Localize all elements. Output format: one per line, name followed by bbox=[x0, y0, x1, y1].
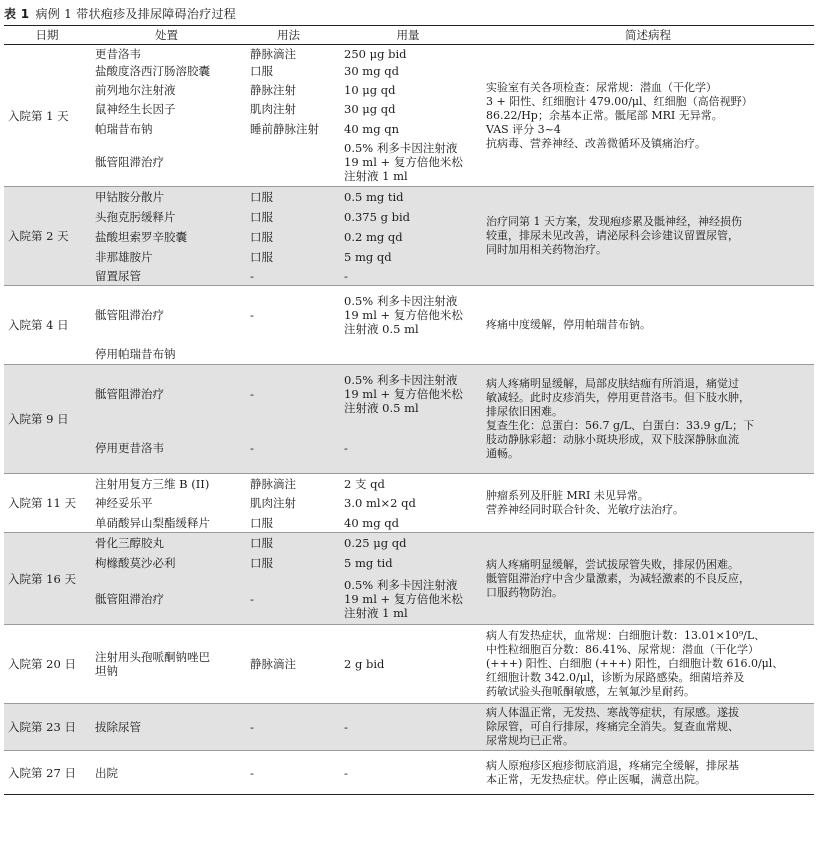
date-cell: 入院第 27 日 bbox=[8, 765, 76, 780]
usage-cell: - bbox=[250, 269, 254, 283]
treatment-items bbox=[90, 45, 482, 186]
treatment-cell: 鼠神经生长因子 bbox=[95, 102, 176, 116]
usage-cell: 口服 bbox=[250, 250, 273, 264]
date-cell: 入院第 23 日 bbox=[8, 720, 76, 734]
treatment-item bbox=[90, 99, 482, 119]
treatment-item bbox=[90, 187, 482, 207]
table-row bbox=[4, 624, 814, 703]
header-date: 日期 bbox=[35, 28, 59, 42]
treatment-item bbox=[90, 227, 482, 247]
dosage-cell: 40 mg qd bbox=[344, 515, 399, 530]
treatment-item bbox=[90, 247, 482, 267]
dosage-cell: - bbox=[344, 720, 348, 734]
dosage-cell: 2 g bid bbox=[344, 657, 385, 671]
table-caption bbox=[4, 5, 236, 22]
dosage-cell: 0.5% 利多卡因注射液 19 ml + 复方倍他米松 注射液 0.5 ml bbox=[344, 373, 463, 415]
treatment-item bbox=[90, 423, 482, 473]
dosage-cell: 40 mg qn bbox=[344, 121, 399, 136]
usage-cell: - bbox=[250, 720, 254, 734]
treatment-item bbox=[90, 45, 482, 62]
dosage-cell: 0.5% 利多卡因注射液 19 ml + 复方倍他米松 注射液 1 ml bbox=[344, 577, 463, 620]
dosage-cell: 3.0 ml×2 qd bbox=[344, 496, 416, 510]
usage-cell: - bbox=[250, 765, 254, 780]
date-cell: 入院第 2 天 bbox=[8, 229, 69, 243]
treatment-cell: 停用帕瑞昔布钠 bbox=[95, 347, 176, 361]
treatment-cell: 单硝酸异山梨酯缓释片 bbox=[95, 515, 210, 530]
treatment-items bbox=[90, 474, 482, 532]
usage-cell: 口服 bbox=[250, 64, 273, 78]
dosage-cell: 5 mg tid bbox=[344, 556, 393, 570]
treatment-items bbox=[90, 187, 482, 285]
treatment-cell: 骨化三醇胶丸 bbox=[95, 536, 164, 550]
table-row bbox=[4, 703, 814, 750]
treatment-item bbox=[90, 138, 482, 186]
table-row bbox=[4, 186, 814, 285]
treatment-cell: 骶管阻滞治疗 bbox=[95, 308, 164, 322]
treatment-item bbox=[90, 533, 482, 553]
usage-cell: 口服 bbox=[250, 515, 273, 530]
date-cell: 入院第 16 天 bbox=[8, 571, 76, 586]
dosage-cell: 0.2 mg qd bbox=[344, 230, 403, 244]
dosage-cell: - bbox=[344, 441, 348, 455]
treatment-cell: 留置尿管 bbox=[95, 269, 141, 283]
course-notes-cell: 疼痛中度缓解，停用帕瑞昔布钠。 bbox=[486, 318, 651, 331]
dosage-cell: 2 支 qd bbox=[344, 476, 385, 491]
treatment-table bbox=[4, 25, 814, 795]
dosage-cell: 0.25 μg qd bbox=[344, 536, 407, 550]
treatment-items bbox=[90, 286, 482, 364]
treatment-item bbox=[90, 62, 482, 80]
treatment-items bbox=[90, 625, 482, 703]
treatment-cell: 骶管阻滞治疗 bbox=[95, 155, 164, 169]
treatment-cell: 帕瑞昔布钠 bbox=[95, 121, 153, 136]
date-cell: 入院第 4 日 bbox=[8, 318, 69, 332]
treatment-items bbox=[90, 704, 482, 750]
table-row bbox=[4, 532, 814, 624]
usage-cell: 静脉滴注 bbox=[250, 476, 296, 491]
header-usage: 用法 bbox=[277, 28, 300, 42]
usage-cell: 肌肉注射 bbox=[250, 496, 296, 510]
treatment-item bbox=[90, 513, 482, 532]
treatment-items bbox=[90, 533, 482, 624]
treatment-items bbox=[90, 365, 482, 473]
treatment-cell: 更昔洛韦 bbox=[95, 46, 141, 61]
treatment-item bbox=[90, 344, 482, 364]
usage-cell: 静脉滴注 bbox=[250, 657, 296, 671]
treatment-cell: 非那雄胺片 bbox=[95, 250, 153, 264]
dosage-cell: 5 mg qd bbox=[344, 250, 392, 264]
treatment-cell: 甲钴胺分散片 bbox=[95, 190, 164, 204]
table-header bbox=[4, 26, 814, 45]
treatment-cell: 前列地尔注射液 bbox=[95, 82, 176, 97]
treatment-cell: 注射用头孢哌酮钠唑巴 坦钠 bbox=[95, 650, 210, 678]
date-cell: 入院第 1 天 bbox=[8, 108, 69, 123]
usage-cell: 静脉滴注 bbox=[250, 46, 296, 61]
table-row bbox=[4, 285, 814, 364]
treatment-cell: 骶管阻滞治疗 bbox=[95, 591, 164, 606]
course-notes-cell: 肿瘤系列及肝脏 MRI 未见异常。 营养神经同时联合针灸、光敏疗法治疗。 bbox=[486, 489, 684, 516]
course-notes-cell: 病人疼痛明显缓解，尝试拔尿管失败，排尿仍困难。 骶管阻滞治疗中含少量激素，为减轻激素的不良反应， 口服药物防治。 bbox=[486, 557, 750, 599]
usage-cell: 口服 bbox=[250, 556, 273, 570]
course-notes-cell: 实验室有关各项检查：尿常规：潜血（干化学） 3 + 阳性、红细胞计 479.00/μl、红细胞（高倍视野） 86.22/Hp；余基本正常。骶尾部 MRI 无异常。 VAS 评分 3~4 抗病毒、营养神经、改善微循环及镇痛治疗。 bbox=[486, 80, 753, 150]
date-cell: 入院第 20 日 bbox=[8, 657, 76, 671]
course-notes-cell: 病人疼痛明显缓解，局部皮肤结痂有所消退，痛觉过 敏减轻。此时皮疹消失，停用更昔洛韦。但下肢水肿， 排尿依旧困难。 复查生化：总蛋白：56.7 g/L、白蛋白：33.9 g/L；下 肢动静脉彩超：动脉小斑块形成，双下肢深静脉血流 通畅。 bbox=[486, 377, 755, 460]
treatment-cell: 注射用复方三维 B (II) bbox=[95, 476, 210, 491]
treatment-item bbox=[90, 573, 482, 624]
dosage-cell: 0.5% 利多卡因注射液 19 ml + 复方倍他米松 注射液 0.5 ml bbox=[344, 294, 463, 336]
course-notes-cell: 病人有发热症状，血常规：白细胞计数：13.01×10⁹/L、 中性粒细胞百分数：86.41%、尿常规：潜血（干化学） (+++) 阳性、白细胞 (+++) 阳性，白细胞计数 616.0/μl、 红细胞计数 342.0/μl，诊断为尿路感染。细菌培养及 药敏试验头孢哌酮敏感，左氧氟沙星耐药。 bbox=[486, 629, 784, 698]
usage-cell: 静脉注射 bbox=[250, 82, 296, 97]
treatment-cell: 停用更昔洛韦 bbox=[95, 441, 164, 455]
dosage-cell: 10 μg qd bbox=[344, 82, 396, 97]
treatment-item bbox=[90, 207, 482, 227]
header-course: 简述病程 bbox=[625, 28, 671, 42]
treatment-item bbox=[90, 80, 482, 99]
date-cell: 入院第 11 天 bbox=[8, 496, 76, 510]
dosage-cell: - bbox=[344, 269, 348, 283]
dosage-cell: 30 mg qd bbox=[344, 64, 399, 78]
usage-cell: - bbox=[250, 441, 254, 455]
treatment-cell: 出院 bbox=[95, 765, 118, 780]
treatment-cell: 盐酸坦索罗辛胶囊 bbox=[95, 230, 187, 244]
treatment-item bbox=[90, 474, 482, 493]
date-cell: 入院第 9 日 bbox=[8, 412, 69, 426]
usage-cell: 口服 bbox=[250, 230, 273, 244]
table-row bbox=[4, 45, 814, 186]
usage-cell: 口服 bbox=[250, 536, 273, 550]
usage-cell: - bbox=[250, 591, 254, 606]
usage-cell: 口服 bbox=[250, 190, 273, 204]
treatment-item bbox=[90, 625, 482, 703]
usage-cell: 睡前静脉注射 bbox=[250, 121, 319, 136]
dosage-cell bbox=[334, 344, 482, 364]
header-treatment: 处置 bbox=[155, 28, 178, 42]
course-notes-cell: 治疗同第 1 天方案，发现疱疹累及骶神经，神经损伤 较重，排尿未见改善，请泌尿科会诊建议留置尿管， 同时加用相关药物治疗。 bbox=[486, 215, 742, 256]
usage-cell: - bbox=[250, 387, 254, 401]
usage-cell: 肌肉注射 bbox=[250, 102, 296, 116]
usage-cell: 口服 bbox=[250, 210, 273, 224]
treatment-item bbox=[90, 553, 482, 573]
treatment-cell: 头孢克肟缓释片 bbox=[95, 210, 176, 224]
table-label: 表 1 bbox=[4, 7, 30, 21]
dosage-cell: 30 μg qd bbox=[344, 102, 396, 116]
table-row bbox=[4, 364, 814, 473]
table-row bbox=[4, 473, 814, 532]
header-dosage: 用量 bbox=[396, 28, 420, 42]
dosage-cell: 0.5% 利多卡因注射液 19 ml + 复方倍他米松 注射液 1 ml bbox=[344, 141, 463, 183]
treatment-items bbox=[90, 751, 482, 794]
table-row bbox=[4, 750, 814, 794]
dosage-cell: - bbox=[344, 765, 348, 780]
dosage-cell: 0.5 mg tid bbox=[344, 190, 404, 204]
treatment-item bbox=[90, 286, 482, 344]
treatment-cell: 盐酸度洛西汀肠溶胶囊 bbox=[95, 64, 210, 78]
treatment-item bbox=[90, 119, 482, 138]
usage-cell bbox=[243, 344, 334, 364]
treatment-item bbox=[90, 493, 482, 513]
course-notes-cell: 病人体温正常，无发热、寒战等症状，有尿感。遂拔 除尿管，可自行排尿，疼痛完全消失。复查血常规、 尿常规均已正常。 bbox=[486, 706, 739, 747]
treatment-cell: 神经妥乐平 bbox=[95, 496, 153, 510]
treatment-cell: 拔除尿管 bbox=[95, 720, 141, 734]
treatment-item bbox=[90, 365, 482, 423]
dosage-cell: 0.375 g bid bbox=[344, 210, 410, 224]
course-notes-cell: 病人原疱疹区疱疹彻底消退，疼痛完全缓解，排尿基 本正常，无发热症状。停止医嘱，满意出院。 bbox=[486, 758, 739, 786]
usage-cell bbox=[243, 138, 334, 186]
usage-cell: - bbox=[250, 308, 254, 322]
dosage-cell: 250 μg bid bbox=[344, 46, 407, 61]
treatment-cell: 枸橼酸莫沙必利 bbox=[95, 556, 176, 570]
treatment-cell: 骶管阻滞治疗 bbox=[95, 387, 164, 401]
table-body bbox=[4, 45, 814, 794]
treatment-item bbox=[90, 751, 482, 794]
table-title: 病例 1 带状疱疹及排尿障碍治疗过程 bbox=[35, 7, 237, 21]
treatment-item bbox=[90, 704, 482, 750]
treatment-item bbox=[90, 267, 482, 285]
